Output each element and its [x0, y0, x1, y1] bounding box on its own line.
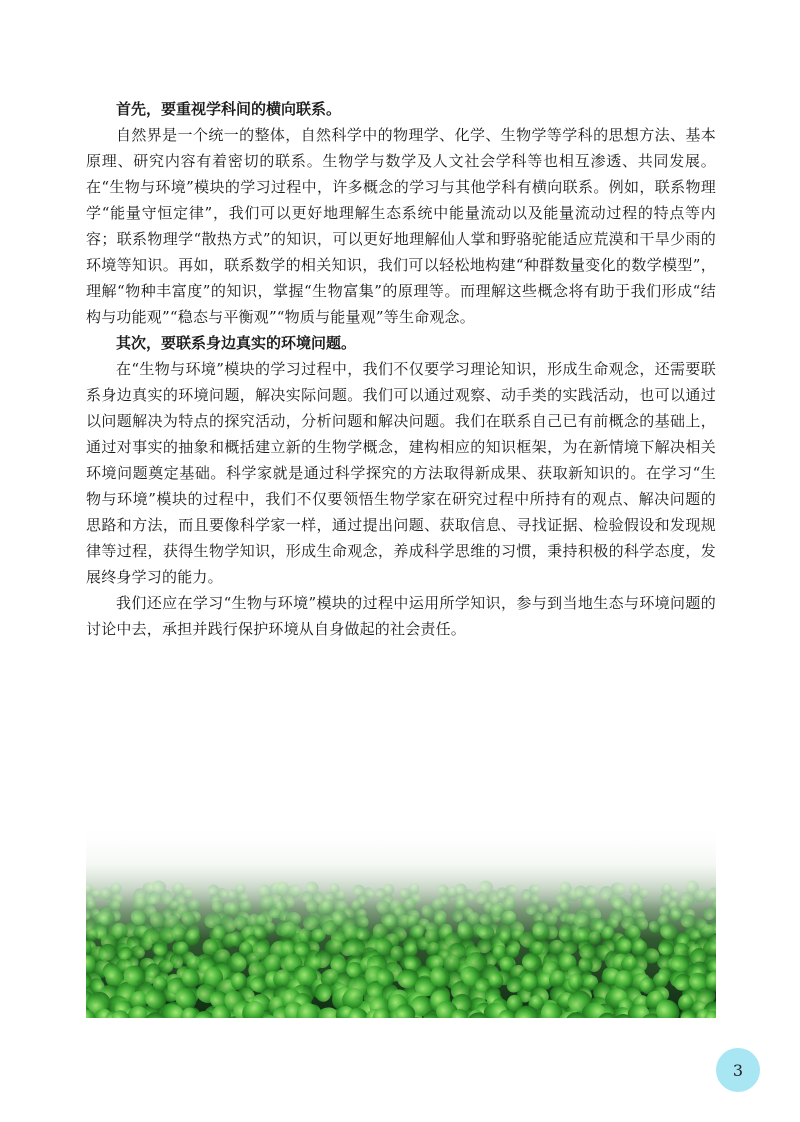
paragraph-social-responsibility: 我们还应在学习“生物与环境”模块的过程中运用所学知识，参与到当地生态与环境问题的讨论中去，承担并践行保护环境从自身做起的社会责任。 — [86, 594, 716, 638]
page-body — [86, 96, 716, 642]
page-number-badge — [716, 1048, 760, 1092]
paragraph-learning-process: 在“生物与环境”模块的学习过程中，我们不仅要学习理论知识，形成生命观念，还需要联系身边真实的环境问题，解决实际问题。我们可以通过观察、动手类的实践活动，也可以通过以问题解决为特点的探究活动，分析问题和解决问题。我们在联系自己已有前概念的基础上，通过对事实的抽象和概括建立新的生物学概念，建构相应的知识框架，为在新情境下解决相关环境问题奠定基础。科学家就是通过科学探究的方法取得新成果、获取新知识的。在学习“生物与环境”模块的过程中，我们不仅要领悟生物学家在研究过程中所持有的观点、解决问题的思路和方法，而且要像科学家一样，通过提出问题、获取信息、寻找证据、检验假设和发现规律等过程，获得生物学知识，形成生命观念，养成科学思维的习惯，秉持积极的科学态度，发展终身学习的能力。 — [86, 360, 716, 586]
section-heading-real-environment: 其次，要联系身边真实的环境问题。 — [116, 334, 357, 352]
page-number: 3 — [732, 1060, 744, 1080]
paragraph-natural-world: 自然界是一个统一的整体，自然科学中的物理学、化学、生物学等学科的思想方法、基本原理、研究内容有着密切的联系。生物学与数学及人文社会学科等也相互渗透、共同发展。在“生物与环境”模块的学习过程中，许多概念的学习与其他学科有横向联系。例如，联系物理学“能量守恒定律”，我们可以更好地理解生态系统中能量流动以及能量流动过程的特点等内容；联系物理学“散热方式”的知识，可以更好地理解仙人掌和野骆驼能适应荒漠和干旱少雨的环境等知识。再如，联系数学的相关知识，我们可以轻松地构建“种群数量变化的数学模型”，理解“物种丰富度”的知识，掌握“生物富集”的原理等。而理解这些概念将有助于我们形成“结构与功能观”“稳态与平衡观”“物质与能量观”等生命观念。 — [86, 126, 716, 326]
section-heading-horizontal-links: 首先，要重视学科间的横向联系。 — [116, 100, 342, 118]
clover-leaves-image — [86, 820, 716, 1018]
